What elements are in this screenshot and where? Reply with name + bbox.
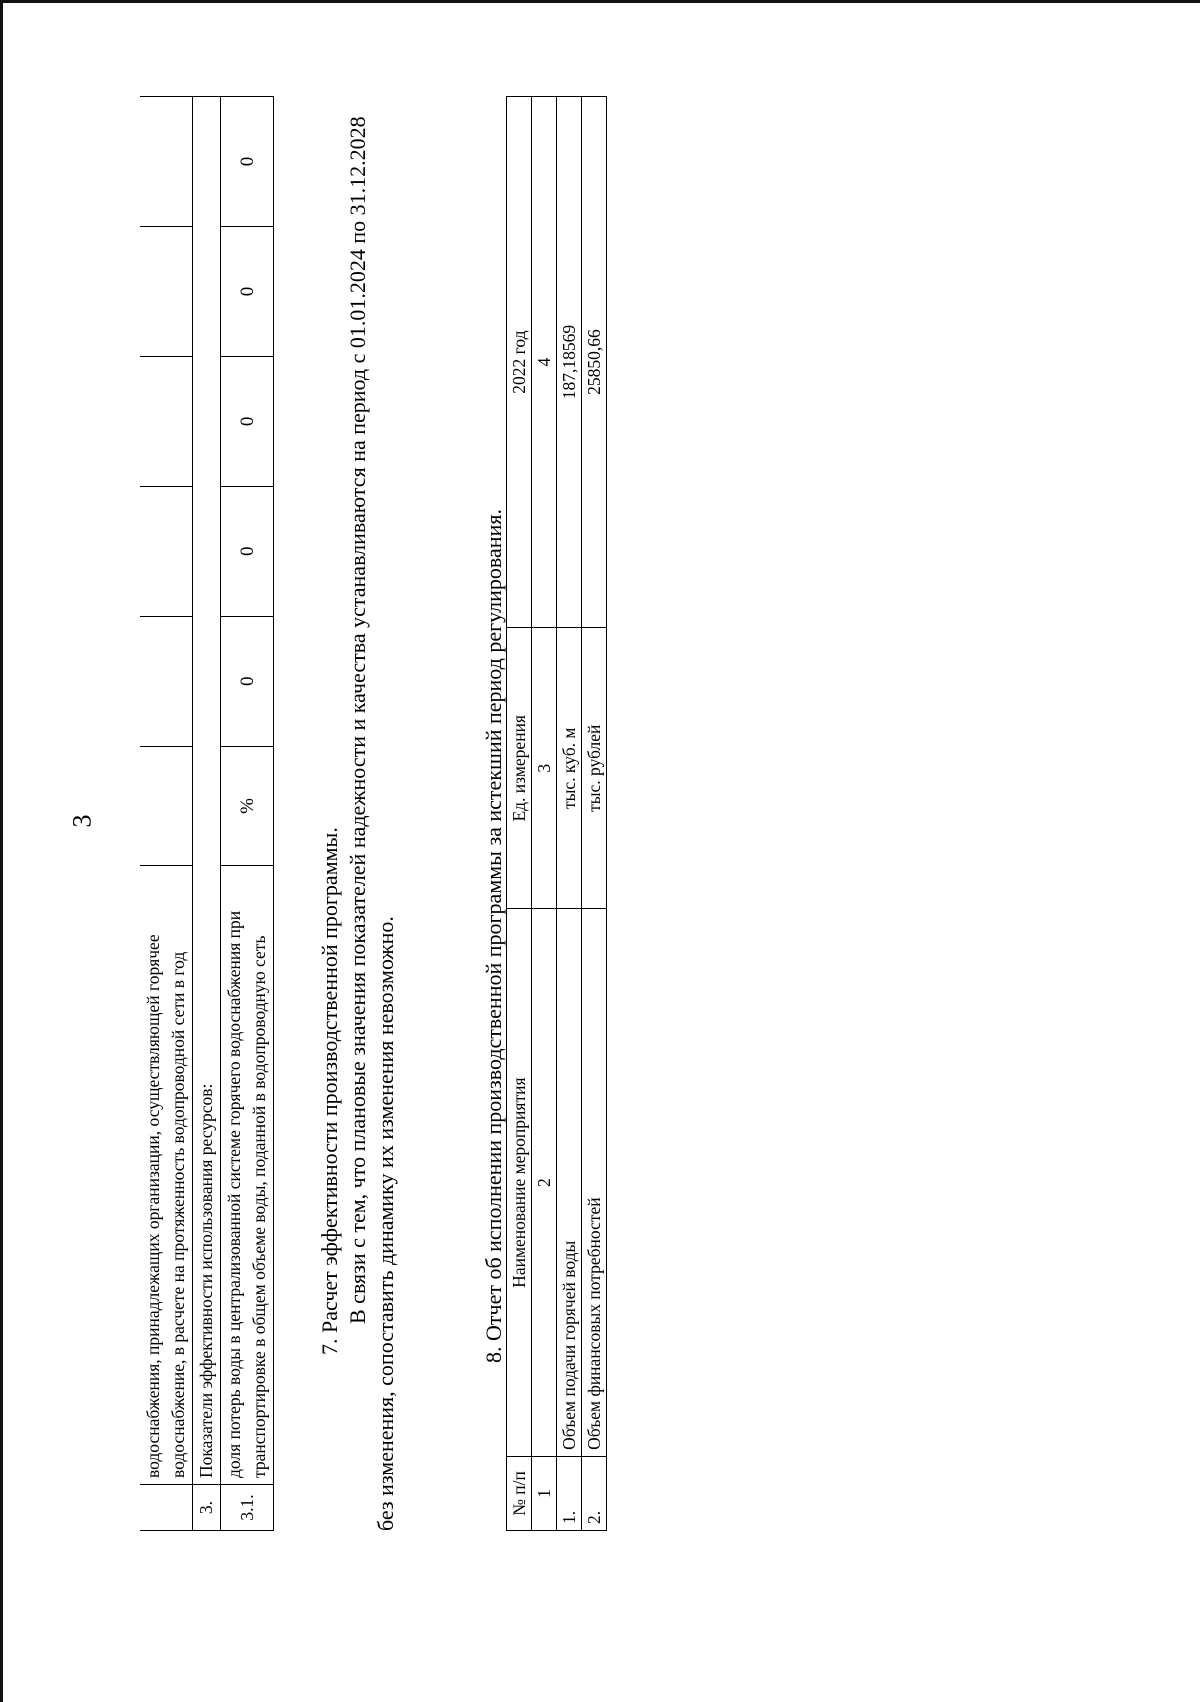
section-7-paragraph: В связи с тем, что плановые значения показателей надежности и качества устанавливаются на период с 01.01.2024 по 31.12.2028 без изменения, сопоставить динамику их изменения невозможно. — [345, 116, 398, 1531]
cell-value — [140, 486, 193, 616]
cell-number: 2. — [582, 1456, 607, 1530]
column-number-cell: 4 — [532, 97, 557, 628]
cell-value: 0 — [221, 97, 274, 227]
indicators-table — [140, 96, 274, 1531]
rotated-page-content — [140, 85, 1120, 1545]
cell-value — [140, 356, 193, 486]
cell-value — [140, 226, 193, 356]
header-cell: Ед. измерения — [507, 628, 532, 909]
header-cell: 2022 год — [507, 97, 532, 628]
section-7 — [316, 91, 400, 1531]
column-number-cell: 2 — [532, 909, 557, 1457]
scan-top-edge — [0, 0, 1200, 3]
cell-unit: тыс. рублей — [582, 628, 607, 909]
section-7-heading: 7. Расчет эффективности производственной программы. — [317, 827, 342, 1355]
cell-number: 3.1. — [221, 1485, 274, 1531]
table-row — [140, 97, 193, 1531]
cell-number: 3. — [193, 1485, 221, 1531]
page-number: 3 — [67, 814, 97, 828]
section-8-heading: 8. Отчет об исполнении производственной программы за истекший период регулирования. — [481, 509, 506, 1363]
header-cell: № п/п — [507, 1456, 532, 1530]
program-report-table — [506, 96, 607, 1531]
column-number-cell: 1 — [532, 1456, 557, 1530]
cell-group-name: Показатели эффективности использования ресурсов: — [193, 97, 221, 1485]
column-number-cell: 3 — [532, 628, 557, 909]
scan-left-edge — [0, 0, 3, 1702]
cell-name: Объем финансовых потребностей — [582, 909, 607, 1457]
table-row — [193, 97, 221, 1531]
cell-value: 0 — [221, 356, 274, 486]
header-cell: Наименование мероприятия — [507, 909, 532, 1457]
cell-value: 0 — [221, 226, 274, 356]
cell-value: 0 — [221, 486, 274, 616]
cell-unit — [140, 746, 193, 865]
cell-name: Объем подачи горячей воды — [557, 909, 582, 1457]
cell-number — [140, 1485, 193, 1531]
cell-value — [140, 97, 193, 227]
cell-name: доля потерь воды в централизованной системе горячего водоснабжения при транспортировке в общем объеме воды, поданной в водопроводную сеть — [221, 866, 274, 1485]
cell-value: 25850,66 — [582, 97, 607, 628]
table-row — [221, 97, 274, 1531]
cell-number: 1. — [557, 1456, 582, 1530]
cell-value: 187,18569 — [557, 97, 582, 628]
cell-name: водоснабжения, принадлежащих организации, осуществляющей горячее водоснабжение, в расчете на протяженность водопроводной сети в год — [140, 866, 193, 1485]
table-row — [582, 97, 607, 1531]
cell-value: 0 — [221, 616, 274, 746]
table-row — [532, 97, 557, 1531]
cell-unit: тыс. куб. м — [557, 628, 582, 909]
table-row — [557, 97, 582, 1531]
cell-value — [140, 616, 193, 746]
cell-unit: % — [221, 746, 274, 865]
table-header-row — [507, 97, 532, 1531]
